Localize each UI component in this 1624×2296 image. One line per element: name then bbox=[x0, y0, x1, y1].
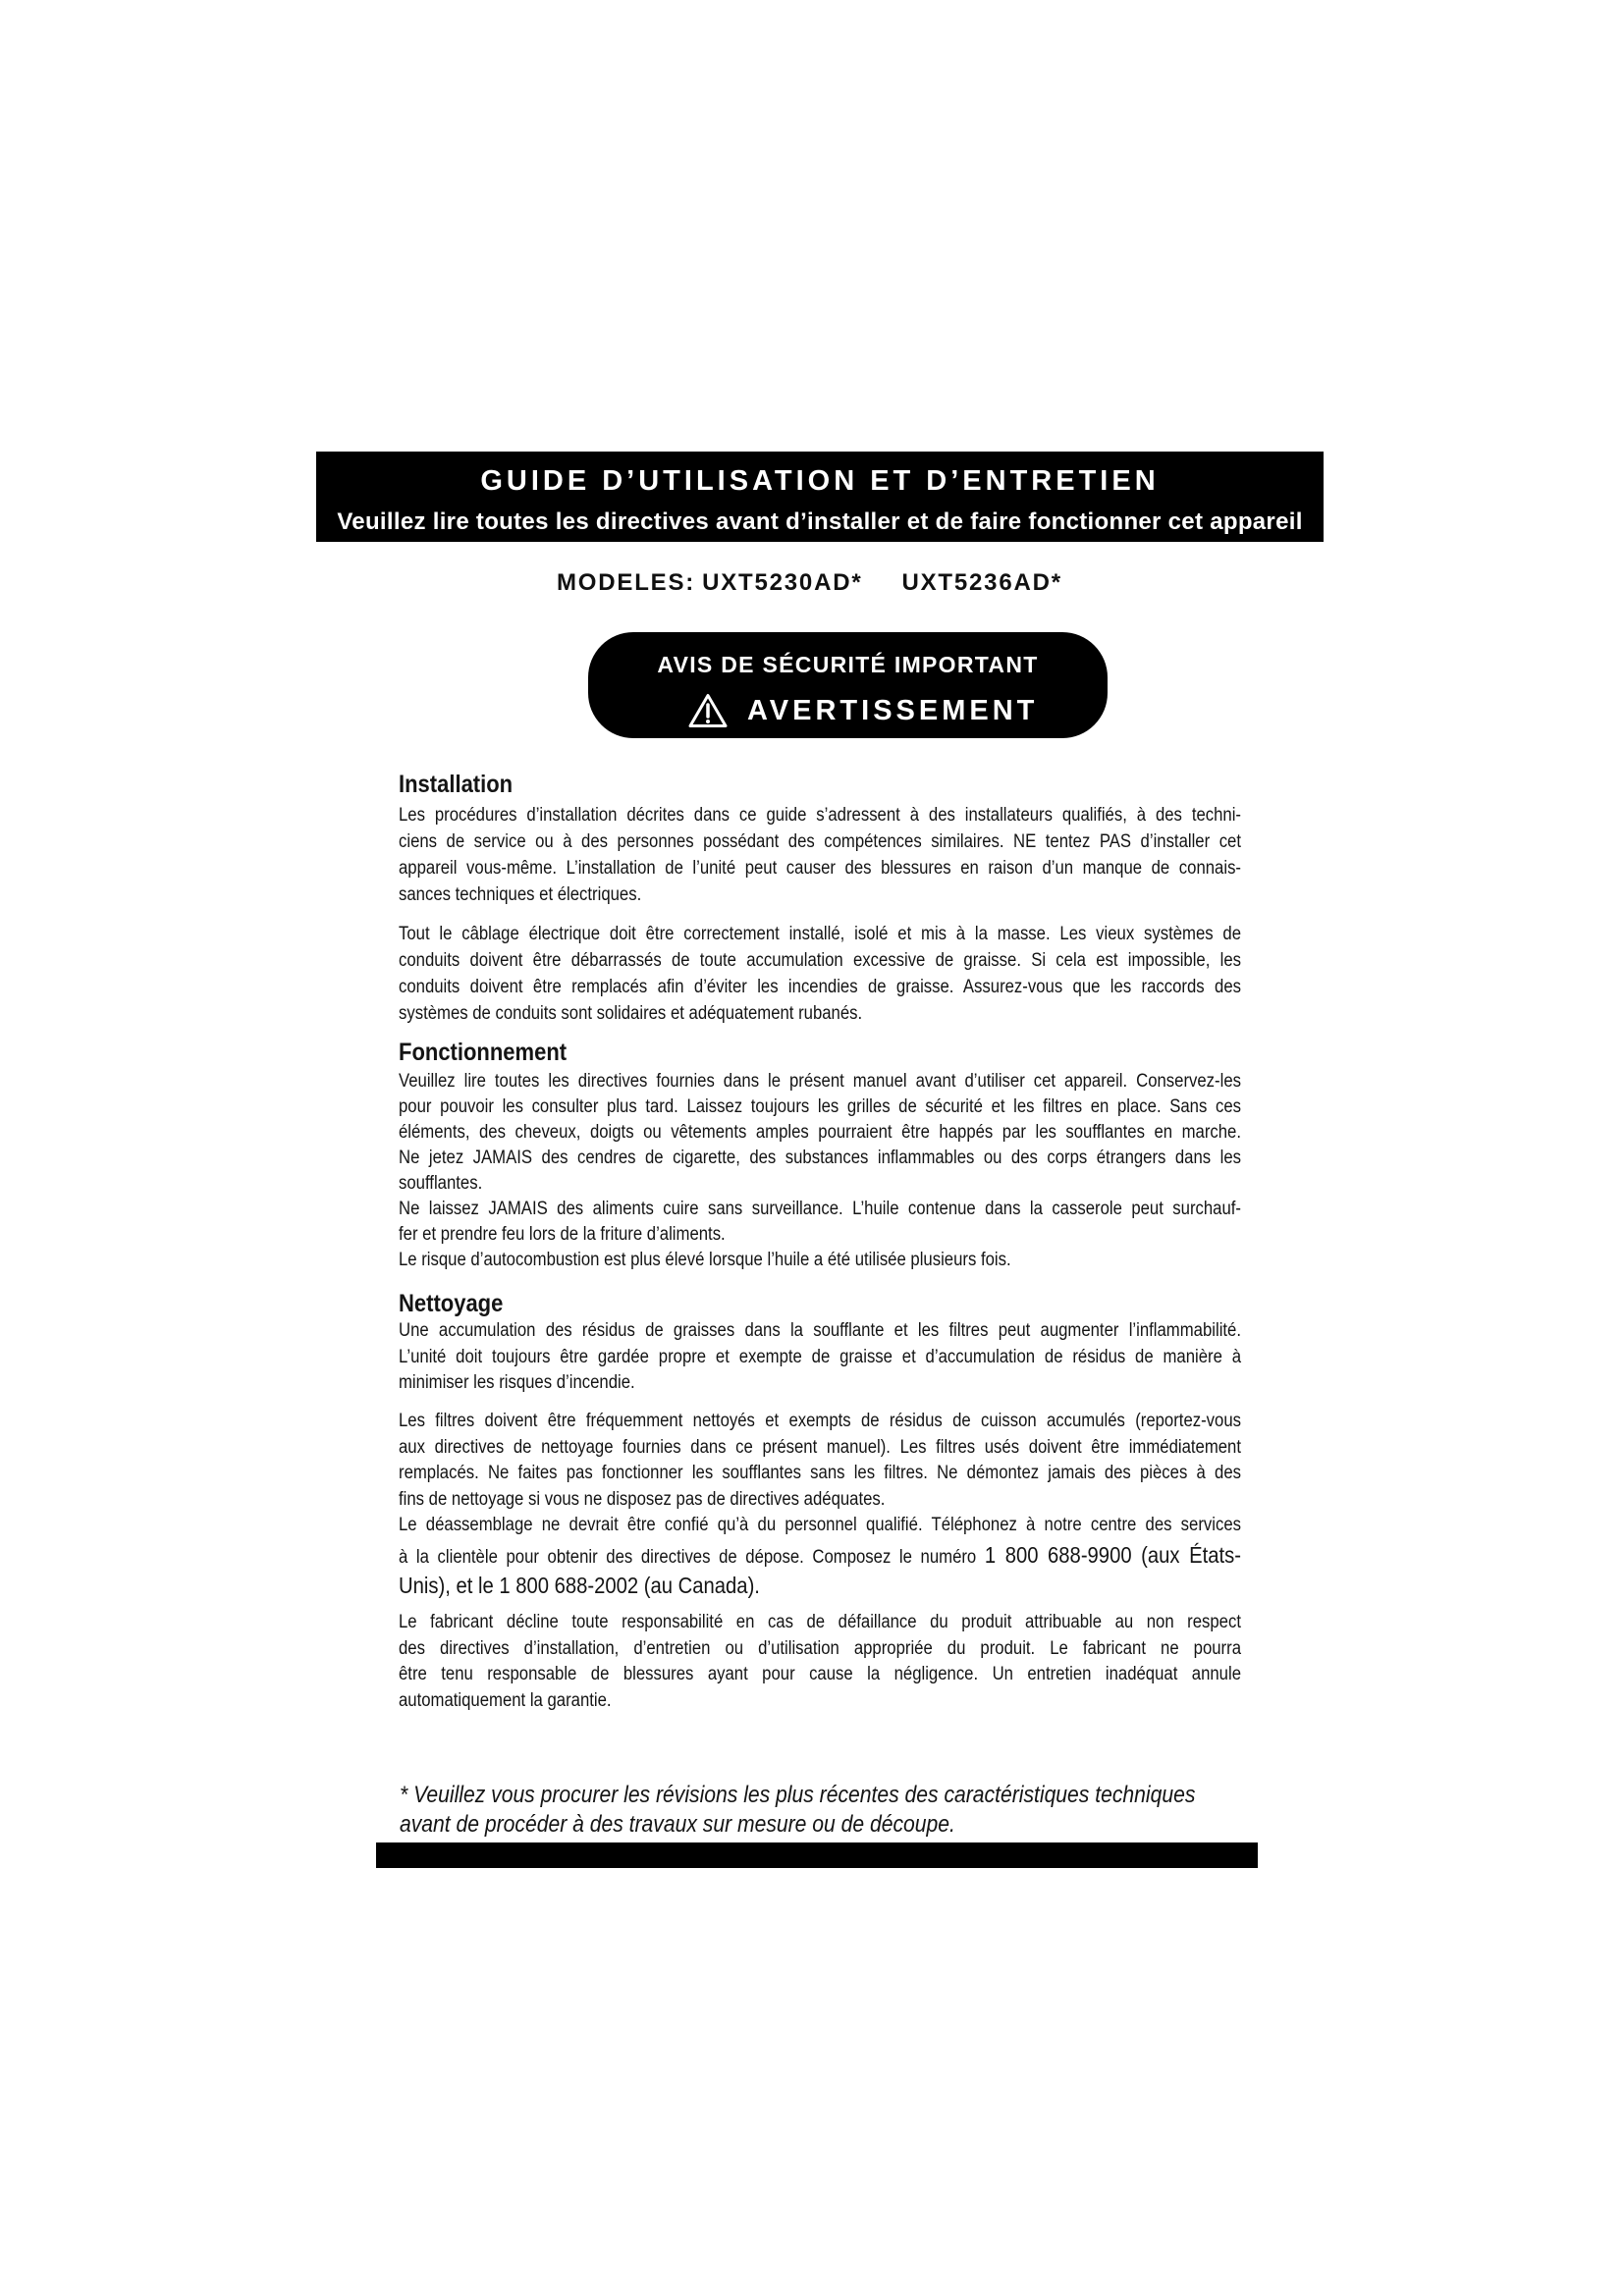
text-line: Le risque d’autocombustion est plus élevé lorsque l’huile a été utilisée plusieurs fois. bbox=[399, 1250, 1011, 1270]
text-line: ciens de service ou à des personnes possédant des compétences similaires. NE tentez PAS d’installer cet bbox=[399, 830, 1241, 852]
safety-notice-badge bbox=[588, 632, 1108, 738]
text-line: fer et prendre feu lors de la friture d’aliments. bbox=[399, 1224, 726, 1245]
footnote-line: avant de procéder à des travaux sur mesure ou de découpe. bbox=[400, 1811, 955, 1838]
text-line: minimiser les risques d’incendie. bbox=[399, 1372, 635, 1393]
text-line: Tout le câblage électrique doit être correctement installé, isolé et mis à la masse. Les vieux systèmes de bbox=[399, 923, 1241, 944]
text-line: systèmes de conduits sont solidaires et adéquatement rubanés. bbox=[399, 1002, 863, 1024]
nettoyage-section bbox=[399, 1289, 1241, 1714]
paragraph bbox=[399, 1069, 1241, 1273]
document-title: GUIDE D’UTILISATION ET D’ENTRETIEN bbox=[480, 465, 1160, 497]
section-heading-nettoyage: Nettoyage bbox=[399, 1290, 504, 1317]
text-line: aux directives de nettoyage fournies dans ce présent manuel). Les filtres usés doivent être immédiatement bbox=[399, 1436, 1241, 1458]
text-line-phone bbox=[399, 1539, 1241, 1571]
models-line bbox=[557, 569, 1062, 597]
text-line: Le déassemblage ne devrait être confié qu’à du personnel qualifié. Téléphonez à notre centre des services bbox=[399, 1515, 1241, 1535]
models-label: MODELES: bbox=[557, 569, 696, 596]
text-line: automatiquement la garantie. bbox=[399, 1689, 612, 1711]
phone-number-canada-line: Unis), et le 1 800 688-2002 (au Canada). bbox=[399, 1572, 760, 1598]
text-line: fins de nettoyage si vous ne disposez pas de directives adéquates. bbox=[399, 1488, 886, 1510]
section-heading-fonctionnement: Fonctionnement bbox=[399, 1039, 568, 1066]
text-line: conduits doivent être débarrassés de toute accumulation excessive de graisse. Si cela est impossible, les bbox=[399, 949, 1241, 971]
warning-label: AVERTISSEMENT bbox=[747, 695, 1039, 726]
model-number-1: UXT5230AD* bbox=[702, 569, 863, 596]
bottom-rule bbox=[376, 1842, 1258, 1868]
paragraph bbox=[399, 1318, 1241, 1397]
title-banner bbox=[316, 452, 1324, 542]
installation-section bbox=[399, 770, 1241, 1027]
text-line: pour pouvoir les consulter plus tard. Laissez toujours les grilles de sécurité et les filtres en place. Sans ces bbox=[399, 1096, 1241, 1117]
text-line: remplacés. Ne faites pas fonctionner les soufflantes sans les filtres. Ne démontez jamais des pièces à des bbox=[399, 1463, 1241, 1483]
text-line: Les procédures d’installation décrites dans ce guide s’adressent à des installateurs qualifiés, à des techni- bbox=[399, 804, 1241, 826]
phone-number-us: 1 800 688-9900 (aux États- bbox=[984, 1541, 1241, 1568]
model-number-2: UXT5236AD* bbox=[901, 569, 1062, 596]
section-heading-installation: Installation bbox=[399, 771, 514, 798]
text-line: Ne jetez JAMAIS des cendres de cigarette, des substances inflammables ou des corps étrangers dans les bbox=[399, 1148, 1241, 1168]
text-line: L’unité doit toujours être gardée propre et exempte de graisse et d’accumulation de résidus de manière à bbox=[399, 1346, 1241, 1367]
text-line: conduits doivent être remplacés afin d’éviter les incendies de graisse. Assurez-vous que les raccords des bbox=[399, 976, 1241, 997]
document-subtitle: Veuillez lire toutes les directives avant d’installer et de faire fonctionner cet appareil bbox=[337, 508, 1303, 535]
text-line: éléments, des cheveux, doigts ou vêtements amples pourraient être happés par les soufflantes en marche. bbox=[399, 1122, 1241, 1143]
text-line: sances techniques et électriques. bbox=[399, 883, 642, 905]
paragraph bbox=[399, 1610, 1241, 1714]
paragraph bbox=[399, 921, 1241, 1027]
warning-triangle-icon bbox=[688, 693, 728, 728]
safety-notice-heading: AVIS DE SÉCURITÉ IMPORTANT bbox=[657, 652, 1039, 677]
text-line: soufflantes. bbox=[399, 1173, 483, 1194]
warning-row bbox=[688, 693, 1038, 728]
text-line: appareil vous-même. L’installation de l’unité peut causer des blessures en raison d’un manque de connais- bbox=[399, 857, 1241, 879]
footnote-line: * Veuillez vous procurer les révisions les plus récentes des caractéristiques techniques bbox=[400, 1782, 1196, 1808]
paragraph bbox=[399, 802, 1241, 908]
text-line: Ne laissez JAMAIS des aliments cuire sans surveillance. L’huile contenue dans la casserole peut surchauf- bbox=[399, 1199, 1241, 1219]
text-line: des directives d’installation, d’entretien ou d’utilisation appropriée du produit. Le fabricant ne pourra bbox=[399, 1637, 1241, 1659]
text-line: être tenu responsable de blessures ayant pour cause la négligence. Un entretien inadéquat annule bbox=[399, 1664, 1241, 1684]
fonctionnement-section bbox=[399, 1038, 1241, 1273]
text-line: Les filtres doivent être fréquemment nettoyés et exempts de résidus de cuisson accumulés (reportez-vous bbox=[399, 1411, 1241, 1431]
text-segment: à la clientèle pour obtenir des directives de dépose. Composez le numéro bbox=[399, 1546, 985, 1568]
paragraph bbox=[399, 1409, 1241, 1600]
footnote bbox=[400, 1781, 1195, 1840]
text-line: Le fabricant décline toute responsabilité en cas de défaillance du produit attribuable au non respect bbox=[399, 1612, 1241, 1632]
text-line: Une accumulation des résidus de graisses dans la soufflante et les filtres peut augmenter l’inflammabilité. bbox=[399, 1320, 1241, 1341]
text-line: Veuillez lire toutes les directives fournies dans le présent manuel avant d’utiliser cet appareil. Conservez-les bbox=[399, 1071, 1241, 1092]
